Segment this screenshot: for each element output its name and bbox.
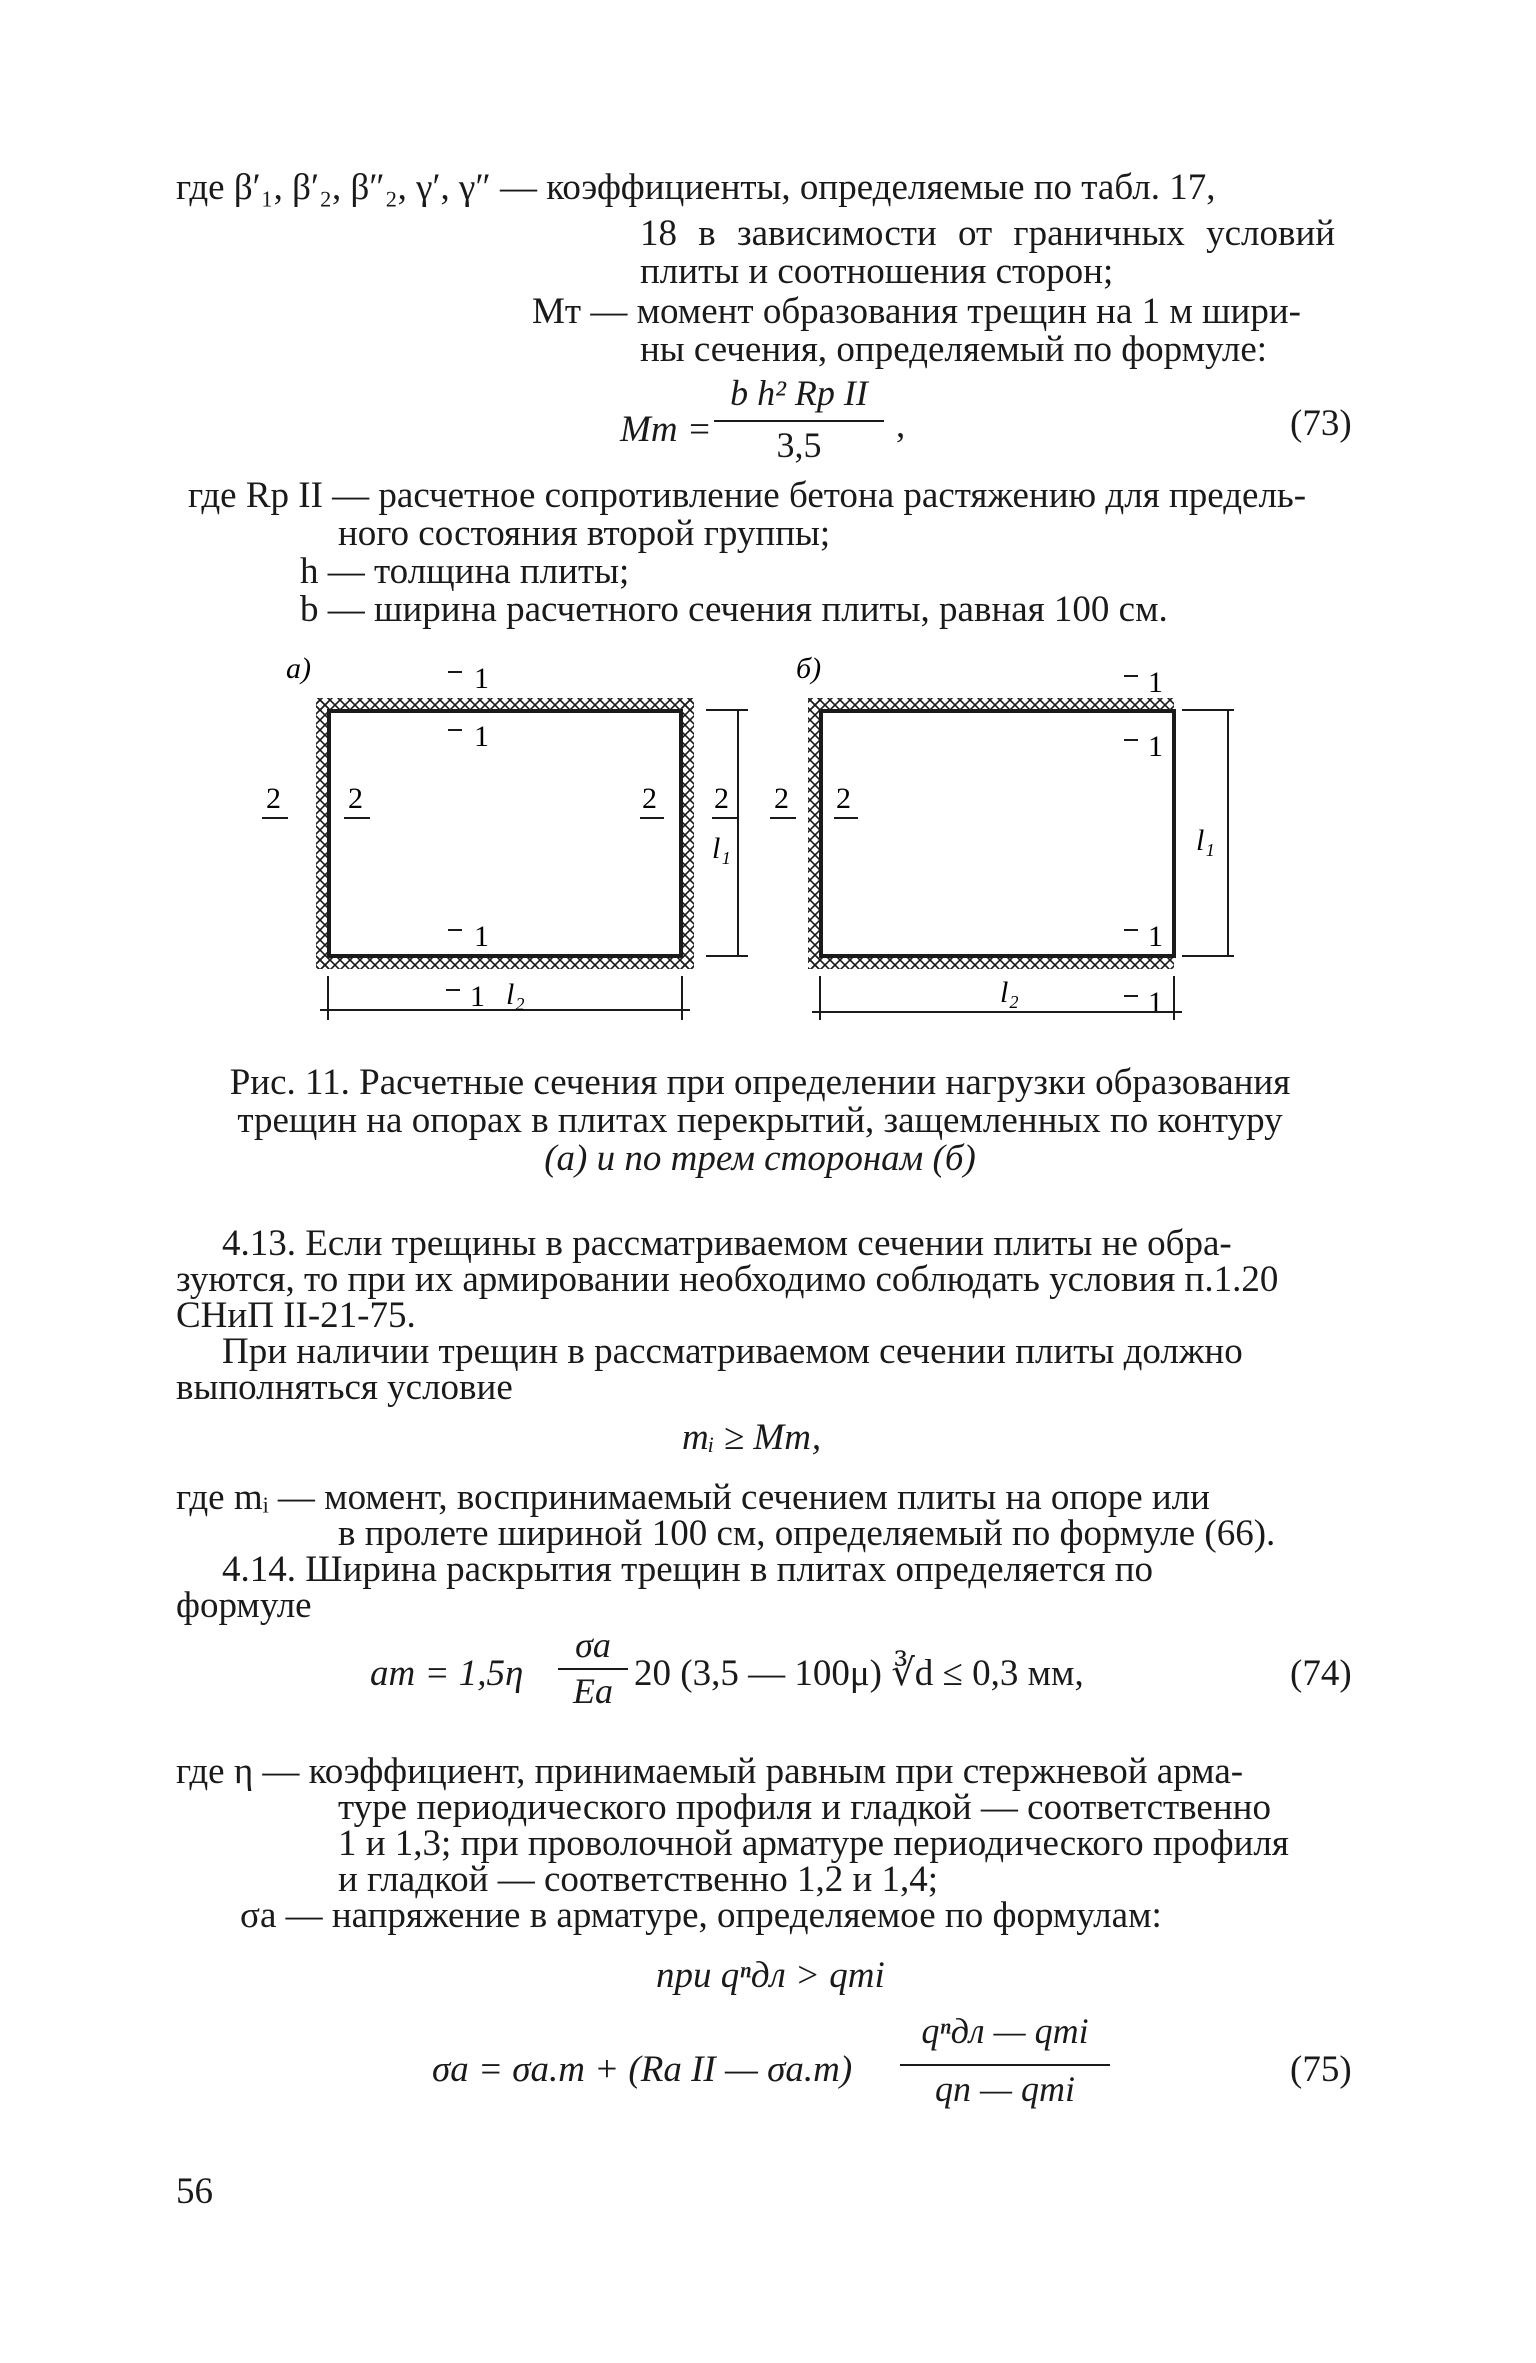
- slab-a: [329, 711, 681, 956]
- dim-label-l2: l₂: [1000, 976, 1019, 1009]
- dimension-l2-a: [320, 976, 690, 1020]
- figure-caption: Рис. 11. Расчетные сечения при определении нагрузки образования: [229, 1062, 1291, 1103]
- section-label-1: 1: [474, 720, 489, 753]
- section-label-2: 2: [348, 782, 363, 815]
- eq73-number: (73): [1290, 403, 1352, 444]
- paragraph-line: выполняться условие: [176, 1367, 513, 1408]
- section-mark-1: [1124, 676, 1138, 996]
- paragraph-line: формуле: [176, 1585, 312, 1626]
- page-number: 56: [176, 2171, 213, 2212]
- condition-75: при qⁿдл > qтi: [656, 1955, 885, 1996]
- eq75-lhs: σа = σа.т + (Rа II — σа.т): [432, 2049, 853, 2090]
- section-label-1: 1: [474, 920, 489, 953]
- section-label-1: 1: [474, 662, 489, 695]
- def-line: и гладкой — соответственно 1,2 и 1,4;: [338, 1859, 939, 1900]
- dim-label-l1: l₁: [712, 832, 731, 865]
- eq74-rhs: 20 (3,5 — 100μ) ∛d ≤ 0,3 мм,: [634, 1653, 1084, 1694]
- eq73-denominator: 3,5: [776, 425, 822, 465]
- eq74-numerator: σа: [575, 1625, 611, 1665]
- eq73-lhs: Mт =: [620, 409, 712, 450]
- def-line: где η — коэффициент, принимаемый равным при стержневой арма-: [176, 1751, 1244, 1792]
- condition-formula: mᵢ ≥ Mт,: [682, 1417, 822, 1458]
- section-label-2: 2: [836, 782, 851, 815]
- fig-label-a: а): [286, 652, 311, 685]
- dimension-l2-b: [812, 976, 1182, 1020]
- eq73-numerator: b h² Rр II: [730, 373, 868, 413]
- slab-b: [821, 711, 1174, 956]
- paragraph-line: в пролете шириной 100 см, определяемый по формуле (66).: [338, 1513, 1276, 1554]
- eq75-fraction-bar: [900, 2064, 1110, 2066]
- figure-11: [0, 0, 1536, 1060]
- section-label-2: 2: [774, 782, 789, 815]
- dim-label-l1: l₁: [1196, 824, 1215, 857]
- def-line: где β′₁, β′₂, β″₂, γ′, γ″ — коэффициенты, определяемые по табл. 17,: [176, 167, 1216, 208]
- paragraph-line: 4.14. Ширина раскрытия трещин в плитах определяется по: [222, 1549, 1154, 1590]
- eq73-comma: ,: [896, 405, 906, 446]
- def-line: 1 и 1,3; при проволочной арматуре периодического профиля: [338, 1823, 1289, 1864]
- def-line: где Rр II — расчетное сопротивление бетона растяжению для предель-: [188, 475, 1307, 516]
- def-line: ны сечения, определяемый по формуле:: [640, 329, 1268, 370]
- def-line: σа — напряжение в арматуре, определяемое по формулам:: [240, 1895, 1162, 1936]
- def-line: h — толщина плиты;: [300, 551, 630, 592]
- section-label-1: 1: [470, 980, 485, 1013]
- section-label-1: 1: [1148, 920, 1163, 953]
- def-line: туре периодического профиля и гладкой — соответственно: [338, 1787, 1271, 1828]
- figure-caption: трещин на опорах в плитах перекрытий, защемленных по контуру: [237, 1100, 1283, 1141]
- def-line: плиты и соотношения сторон;: [640, 251, 1114, 292]
- paragraph-line: СНиП II-21-75.: [176, 1295, 416, 1336]
- section-label-2: 2: [266, 782, 281, 815]
- paragraph-line: При наличии трещин в рассматриваемом сечении плиты должно: [222, 1331, 1243, 1372]
- eq74-denominator: Eа: [573, 1671, 613, 1711]
- dim-label-l2: l₂: [506, 978, 525, 1011]
- section-mark-1: [446, 672, 462, 990]
- def-line: ного состояния второй группы;: [338, 513, 831, 554]
- eq74-lhs: aт = 1,5η: [370, 1653, 524, 1694]
- fig-label-b: б): [796, 652, 822, 685]
- paragraph-line: зуются, то при их армировании необходимо соблюдать условия п.1.20: [176, 1259, 1279, 1300]
- section-label-2: 2: [642, 782, 657, 815]
- eq75-number: (75): [1290, 2049, 1352, 2090]
- eq74-number: (74): [1290, 1653, 1352, 1694]
- def-line: b — ширина расчетного сечения плиты, равная 100 см.: [300, 589, 1168, 630]
- def-line: 18 в зависимости от граничных условий: [640, 213, 1336, 254]
- def-line: Mт — момент образования трещин на 1 м шири-: [532, 291, 1301, 332]
- figure-caption: (а) и по трем сторонам (б): [544, 1138, 976, 1179]
- section-label-2: 2: [714, 782, 729, 815]
- section-label-1: 1: [1148, 666, 1163, 699]
- section-label-1: 1: [1148, 986, 1163, 1019]
- paragraph-line: 4.13. Если трещины в рассматриваемом сечении плиты не обра-: [222, 1223, 1232, 1264]
- eq75-numerator: qⁿдл — qтi: [921, 2011, 1089, 2051]
- section-label-1: 1: [1148, 730, 1163, 763]
- eq75-denominator: qп — qтi: [934, 2069, 1075, 2109]
- paragraph-line: где mᵢ — момент, воспринимаемый сечением плиты на опоре или: [176, 1477, 1210, 1518]
